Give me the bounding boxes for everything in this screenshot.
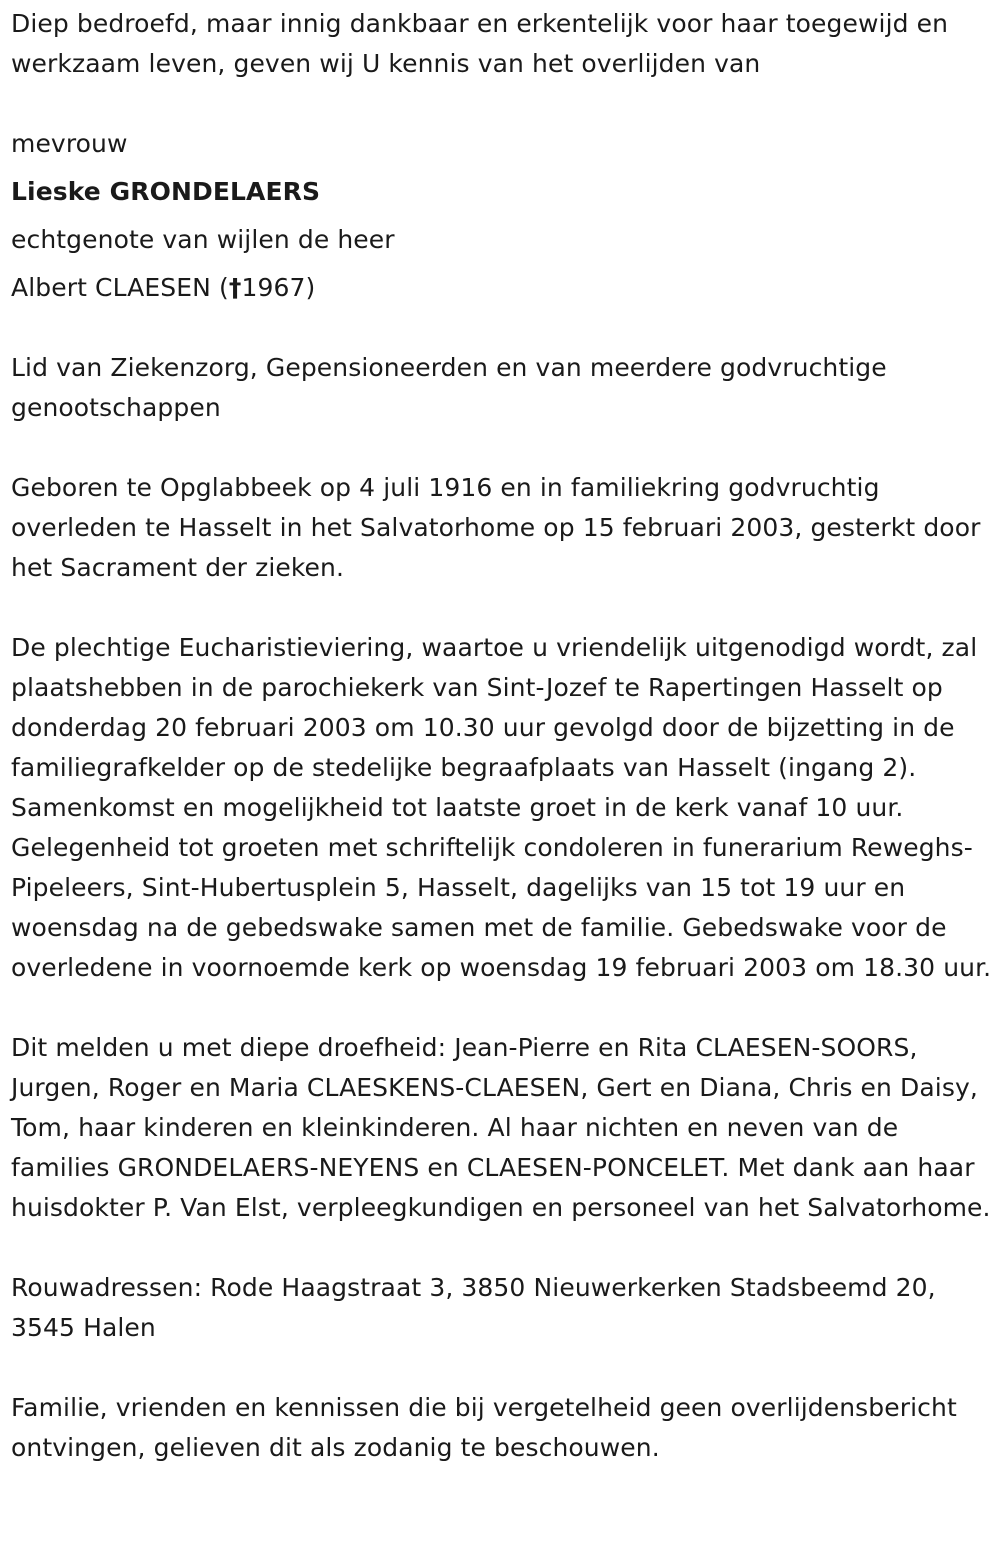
membership-paragraph: Lid van Ziekenzorg, Gepensioneerden en van meerdere godvruchtige genootschappen	[11, 353, 887, 422]
ceremony-paragraph: De plechtige Eucharistieviering, waartoe u vriendelijk uitgenodigd wordt, zal plaatshebben in de parochiekerk van Sint-Jozef te Rapertingen Hasselt op donderdag 20 februari 2003 om 10.30 uur gevolgd door de bijzetting in de familiegrafkelder op de stedelijke begraafplaats van Hasselt (ingang 2). Samenkomst en mogelijkheid tot laatste groet in de kerk vanaf 10 uur. Gelegenheid tot groeten met schriftelijk condoleren in funerarium Reweghs-Pipeleers, Sint-Hubertusplein 5, Hasselt, dagelijks van 15 tot 19 uur en woensdag na de gebedswake samen met de familie. Gebedswake voor de overledene in voornoemde kerk op woensdag 19 februari 2003 om 18.30 uur.	[11, 633, 992, 982]
spouse-intro: echtgenote van wijlen de heer	[11, 225, 395, 254]
closing-paragraph: Familie, vrienden en kennissen die bij vergetelheid geen overlijdensbericht ontvingen, gelieven dit als zodanig te beschouwen.	[11, 1393, 957, 1462]
spouse-line	[11, 268, 995, 308]
family-paragraph: Dit melden u met diepe droefheid: Jean-Pierre en Rita CLAESEN-SOORS, Jurgen, Roger en Maria CLAESKENS-CLAESEN, Gert en Diana, Chris en Daisy, Tom, haar kinderen en kleinkinderen. Al haar nichten en neven van de families GRONDELAERS-NEYENS en CLAESEN-PONCELET. Met dank aan haar huisdokter P. Van Elst, verpleegkundigen en personeel van het Salvatorhome.	[11, 1033, 991, 1222]
spouse-year: 1967)	[241, 273, 316, 302]
cross-icon: †	[228, 273, 242, 302]
spouse-name: Albert CLAESEN (	[11, 273, 229, 302]
deceased-name: Lieske GRONDELAERS	[11, 177, 321, 206]
intro-paragraph: Diep bedroefd, maar innig dankbaar en erkentelijk voor haar toegewijd en werkzaam leven, geven wij U kennis van het overlijden van	[11, 9, 949, 78]
obituary-notice	[11, 4, 995, 1468]
addresses-paragraph: Rouwadressen: Rode Haagstraat 3, 3850 Nieuwerkerken Stadsbeemd 20, 3545 Halen	[11, 1273, 936, 1342]
salutation: mevrouw	[11, 129, 128, 158]
birth-death-paragraph: Geboren te Opglabbeek op 4 juli 1916 en in familiekring godvruchtig overleden te Hasselt in het Salvatorhome op 15 februari 2003, gesterkt door het Sacrament der zieken.	[11, 473, 981, 582]
